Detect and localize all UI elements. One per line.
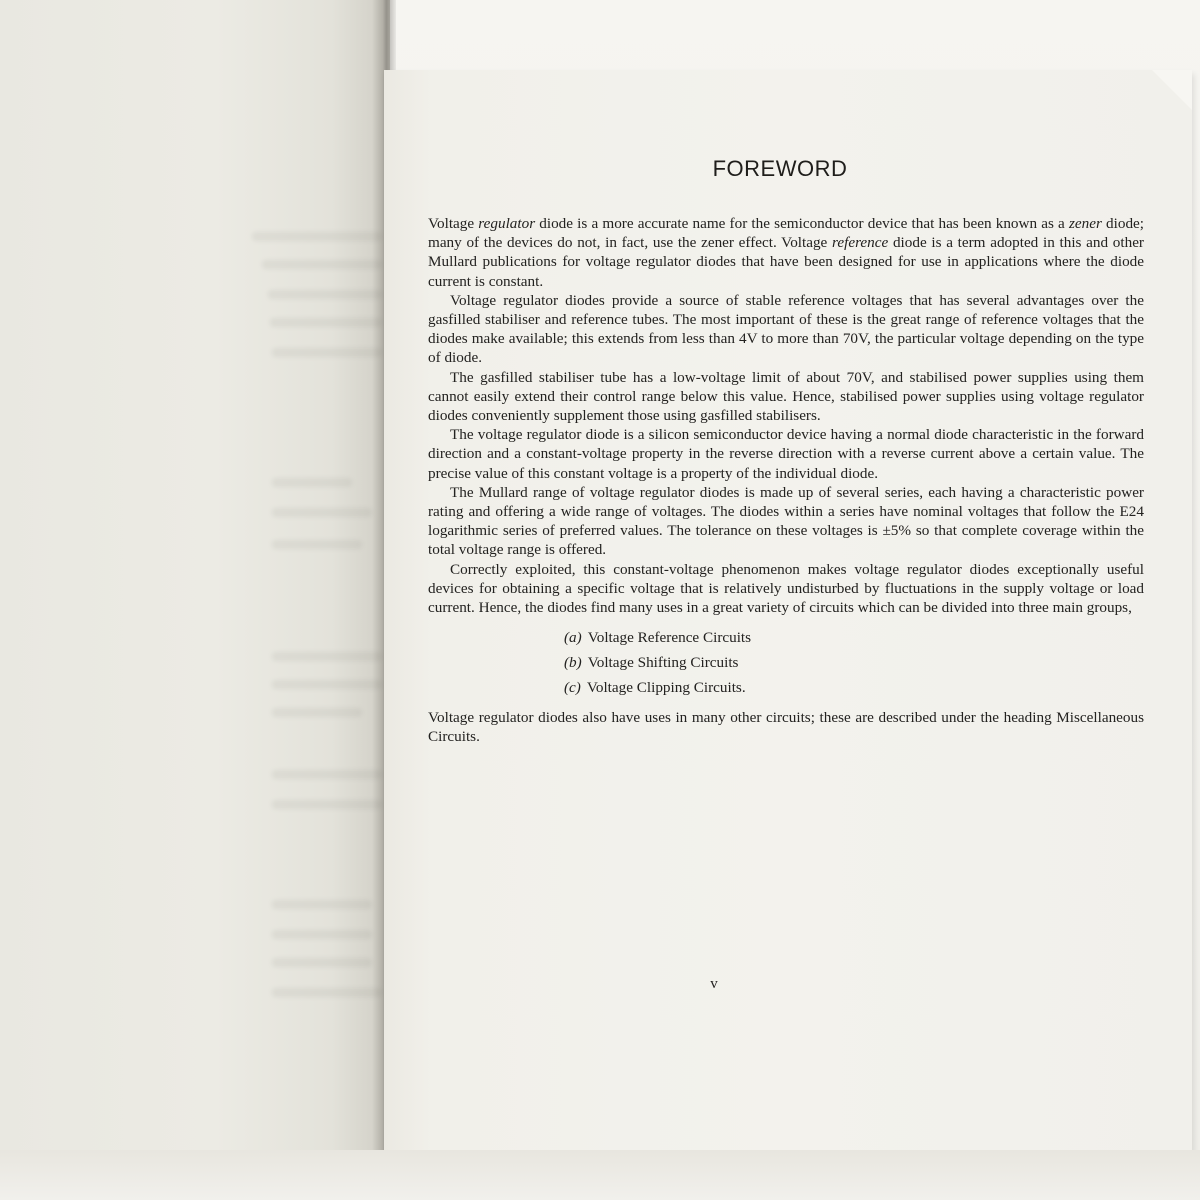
text-run: diode is a more accurate name for the semiconductor device that has been known as a	[535, 215, 1069, 232]
left-page-show-through	[0, 0, 390, 1200]
list-item-text: Voltage Shifting Circuits	[587, 654, 739, 672]
right-page	[384, 70, 1192, 1160]
paragraph	[428, 291, 1144, 368]
list-item	[564, 625, 1144, 650]
left-page	[0, 0, 390, 1200]
page-corner	[1152, 70, 1192, 110]
text-run: Correctly exploited, this constant-voltage phenomenon makes voltage regulator diodes exceptionally useful devices for obtaining a specific voltage that is relatively undisturbed by fluctuations in the supply voltage or load current. Hence, the diodes find many uses in a great variety of circuits which can be divided into three main groups,	[428, 560, 1144, 617]
table-surface	[0, 1150, 1200, 1200]
list-marker: (c)	[564, 679, 581, 697]
page-number: v	[710, 976, 718, 992]
text-run: The voltage regulator diode is a silicon semiconductor device having a normal diode characteristic in the forward direction and a constant-voltage property in the reverse direction with a reverse current above a certain value. The precise value of this constant voltage is a property of the individual diode.	[428, 426, 1144, 482]
foreword-paragraphs	[428, 214, 1144, 617]
italic-term: reference	[832, 234, 889, 252]
italic-term: zener	[1068, 215, 1102, 232]
paragraph	[428, 368, 1144, 426]
list-marker: (b)	[564, 654, 582, 672]
text-run: diode; many of the devices do not, in fact, use the zener effect. Voltage	[428, 215, 1145, 252]
text-run: Voltage	[428, 215, 479, 232]
list-item	[564, 675, 1144, 700]
paragraph	[428, 214, 1144, 291]
foreword-body	[428, 214, 1144, 747]
list-item-text: Voltage Reference Circuits	[587, 629, 752, 647]
italic-term: regulator	[478, 215, 536, 232]
list-marker: (a)	[564, 629, 582, 647]
text-run: The gasfilled stabiliser tube has a low-voltage limit of about 70V, and stabilised power supplies using them cannot easily extend their control range below this value. Hence, stabilised power supplies using voltage regulator diodes conveniently supplement those using gasfilled stabilisers.	[428, 368, 1144, 425]
paragraph	[428, 483, 1144, 560]
text-run: diode is a term adopted in this and other Mullard publications for voltage regulator diodes that have been designed for use in applications where the diode current is constant.	[428, 234, 1144, 290]
list-item	[564, 650, 1144, 675]
closing-paragraph: Voltage regulator diodes also have uses in many other circuits; these are described under the heading Miscellaneous Circuits.	[428, 709, 1144, 746]
paragraph	[428, 560, 1144, 618]
circuit-groups-list	[564, 625, 1144, 700]
paragraph	[428, 425, 1144, 483]
text-run: Voltage regulator diodes provide a source of stable reference voltages that has several advantages over the gasfilled stabiliser and reference tubes. The most important of these is the great range of reference voltages that the diodes make available; this extends from less than 4V to more than 70V, the particular voltage depending on the type of diode.	[428, 291, 1144, 367]
list-item-text: Voltage Clipping Circuits.	[586, 679, 746, 697]
text-run: The Mullard range of voltage regulator diodes is made up of several series, each having a characteristic power rating and offering a wide range of voltages. The diodes within a series have nominal voltages that follow the E24 logarithmic series of preferred values. The tolerance on these voltages is ±5% so that complete coverage within the total voltage range is offered.	[428, 483, 1144, 559]
page-title: FOREWORD	[712, 156, 848, 181]
